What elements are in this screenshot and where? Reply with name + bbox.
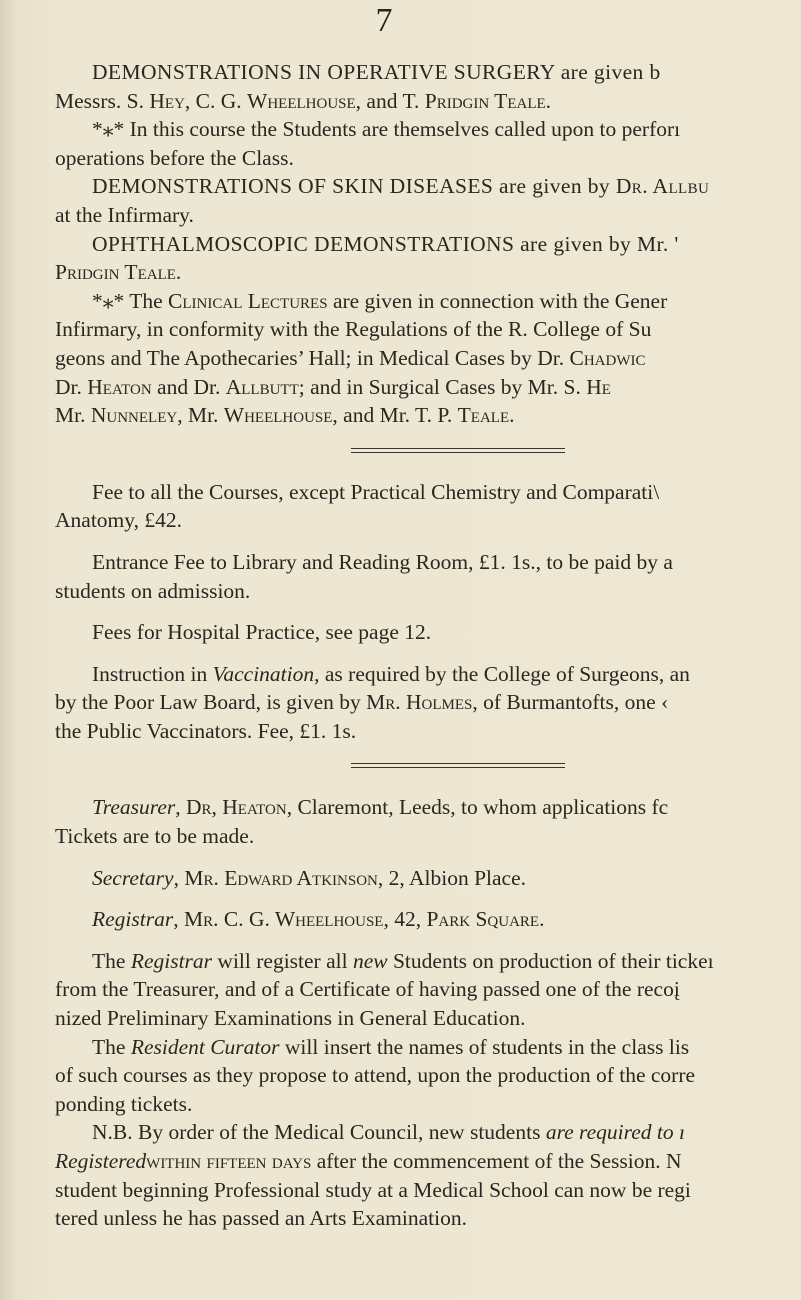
paragraph-students-note: *⁎* In this course the Students are themselves called upon to perforı	[92, 117, 681, 142]
paragraph-entrance-fee: Entrance Fee to Library and Reading Room, £1. 1s., to be paid by a	[92, 549, 673, 574]
paragraph-resident-curator: The Resident Curator will insert the names of students in the class lis	[92, 1034, 690, 1059]
paragraph-vaccination-line2: by the Poor Law Board, is given by Mr. Holmes, of Burmantofts, one ‹	[55, 690, 669, 715]
divider-line	[351, 448, 565, 449]
paragraph-entrance-fee-line2: students on admission.	[55, 578, 251, 603]
divider-line	[351, 763, 565, 764]
section-divider-2	[55, 745, 801, 793]
page-number: 7	[375, 2, 393, 39]
divider-line	[351, 767, 565, 768]
page-text	[55, 58, 801, 1233]
paragraph-registration-line2: from the Treasurer, and of a Certificate of having passed one of the recoį	[55, 977, 680, 1002]
paragraph-clinical-lectures-line2: Infirmary, in conformity with the Regulations of the R. College of Su	[55, 317, 652, 342]
paragraph-treasurer: Treasurer, Dr, Heaton, Claremont, Leeds, to whom applications fc	[92, 795, 669, 820]
paragraph-treasurer-line2: Tickets are to be made.	[55, 824, 255, 849]
paragraph-fee-courses: Fee to all the Courses, except Practical Chemistry and Comparati\	[92, 479, 660, 504]
section-divider-1	[55, 430, 801, 478]
paragraph-operative-surgery-line2: Messrs. S. Hey, C. G. Wheelhouse, and T. Pridgin Teale.	[55, 88, 552, 113]
paragraph-clinical-lectures-line5: Mr. Nunneley, Mr. Wheelhouse, and Mr. T. P. Teale.	[55, 403, 515, 428]
paragraph-ophthalmoscopic: OPHTHALMOSCOPIC DEMONSTRATIONS are given by Mr. '	[92, 231, 679, 256]
paragraph-skin-diseases: DEMONSTRATIONS OF SKIN DISEASES are given by Dr. Allbu	[92, 174, 710, 199]
paragraph-resident-curator-line2: of such courses as they propose to attend, upon the production of the corre	[55, 1063, 696, 1088]
paragraph-clinical-lectures: *⁎* The Clinical Lectures are given in connection with the Gener	[92, 288, 668, 313]
paragraph-vaccination-line3: the Public Vaccinators. Fee, £1. 1s.	[55, 718, 357, 743]
paragraph-secretary: Secretary, Mr. Edward Atkinson, 2, Albion Place.	[92, 865, 527, 890]
paragraph-nb-medical-council-line3: student beginning Professional study at a Medical School can now be regi	[55, 1177, 691, 1202]
paragraph-clinical-lectures-line4: Dr. Heaton and Dr. Allbutt; and in Surgical Cases by Mr. S. He	[55, 374, 611, 399]
paragraph-resident-curator-line3: ponding tickets.	[55, 1091, 193, 1116]
paragraph-operative-surgery: DEMONSTRATIONS IN OPERATIVE SURGERY are given b	[92, 60, 661, 84]
paragraph-nb-medical-council-line2: Registeredwithin fifteen days after the commencement of the Session. N	[55, 1149, 682, 1173]
divider-line	[351, 452, 565, 453]
paragraph-nb-medical-council: N.B. By order of the Medical Council, new students are required to ı	[92, 1120, 685, 1145]
paragraph-registrar: Registrar, Mr. C. G. Wheelhouse, 42, Park Square.	[92, 907, 545, 932]
paragraph-fee-courses-line2: Anatomy, £42.	[55, 508, 182, 533]
paragraph-registration-line3: nized Preliminary Examinations in General Education.	[55, 1006, 526, 1031]
paragraph-students-note-line2: operations before the Class.	[55, 145, 294, 170]
paragraph-hospital-fees: Fees for Hospital Practice, see page 12.	[92, 620, 432, 645]
paragraph-clinical-lectures-line3: geons and The Apothecaries’ Hall; in Medical Cases by Dr. Chadwic	[55, 345, 646, 370]
paragraph-skin-diseases-line2: at the Infirmary.	[55, 202, 194, 227]
paragraph-vaccination: Instruction in Vaccination, as required by the College of Surgeons, an	[92, 661, 690, 686]
paragraph-registration: The Registrar will register all new Students on production of their tickeı	[92, 948, 714, 973]
paragraph-ophthalmoscopic-line2: Pridgin Teale.	[55, 260, 182, 285]
paragraph-nb-medical-council-line4: tered unless he has passed an Arts Examination.	[55, 1206, 467, 1231]
